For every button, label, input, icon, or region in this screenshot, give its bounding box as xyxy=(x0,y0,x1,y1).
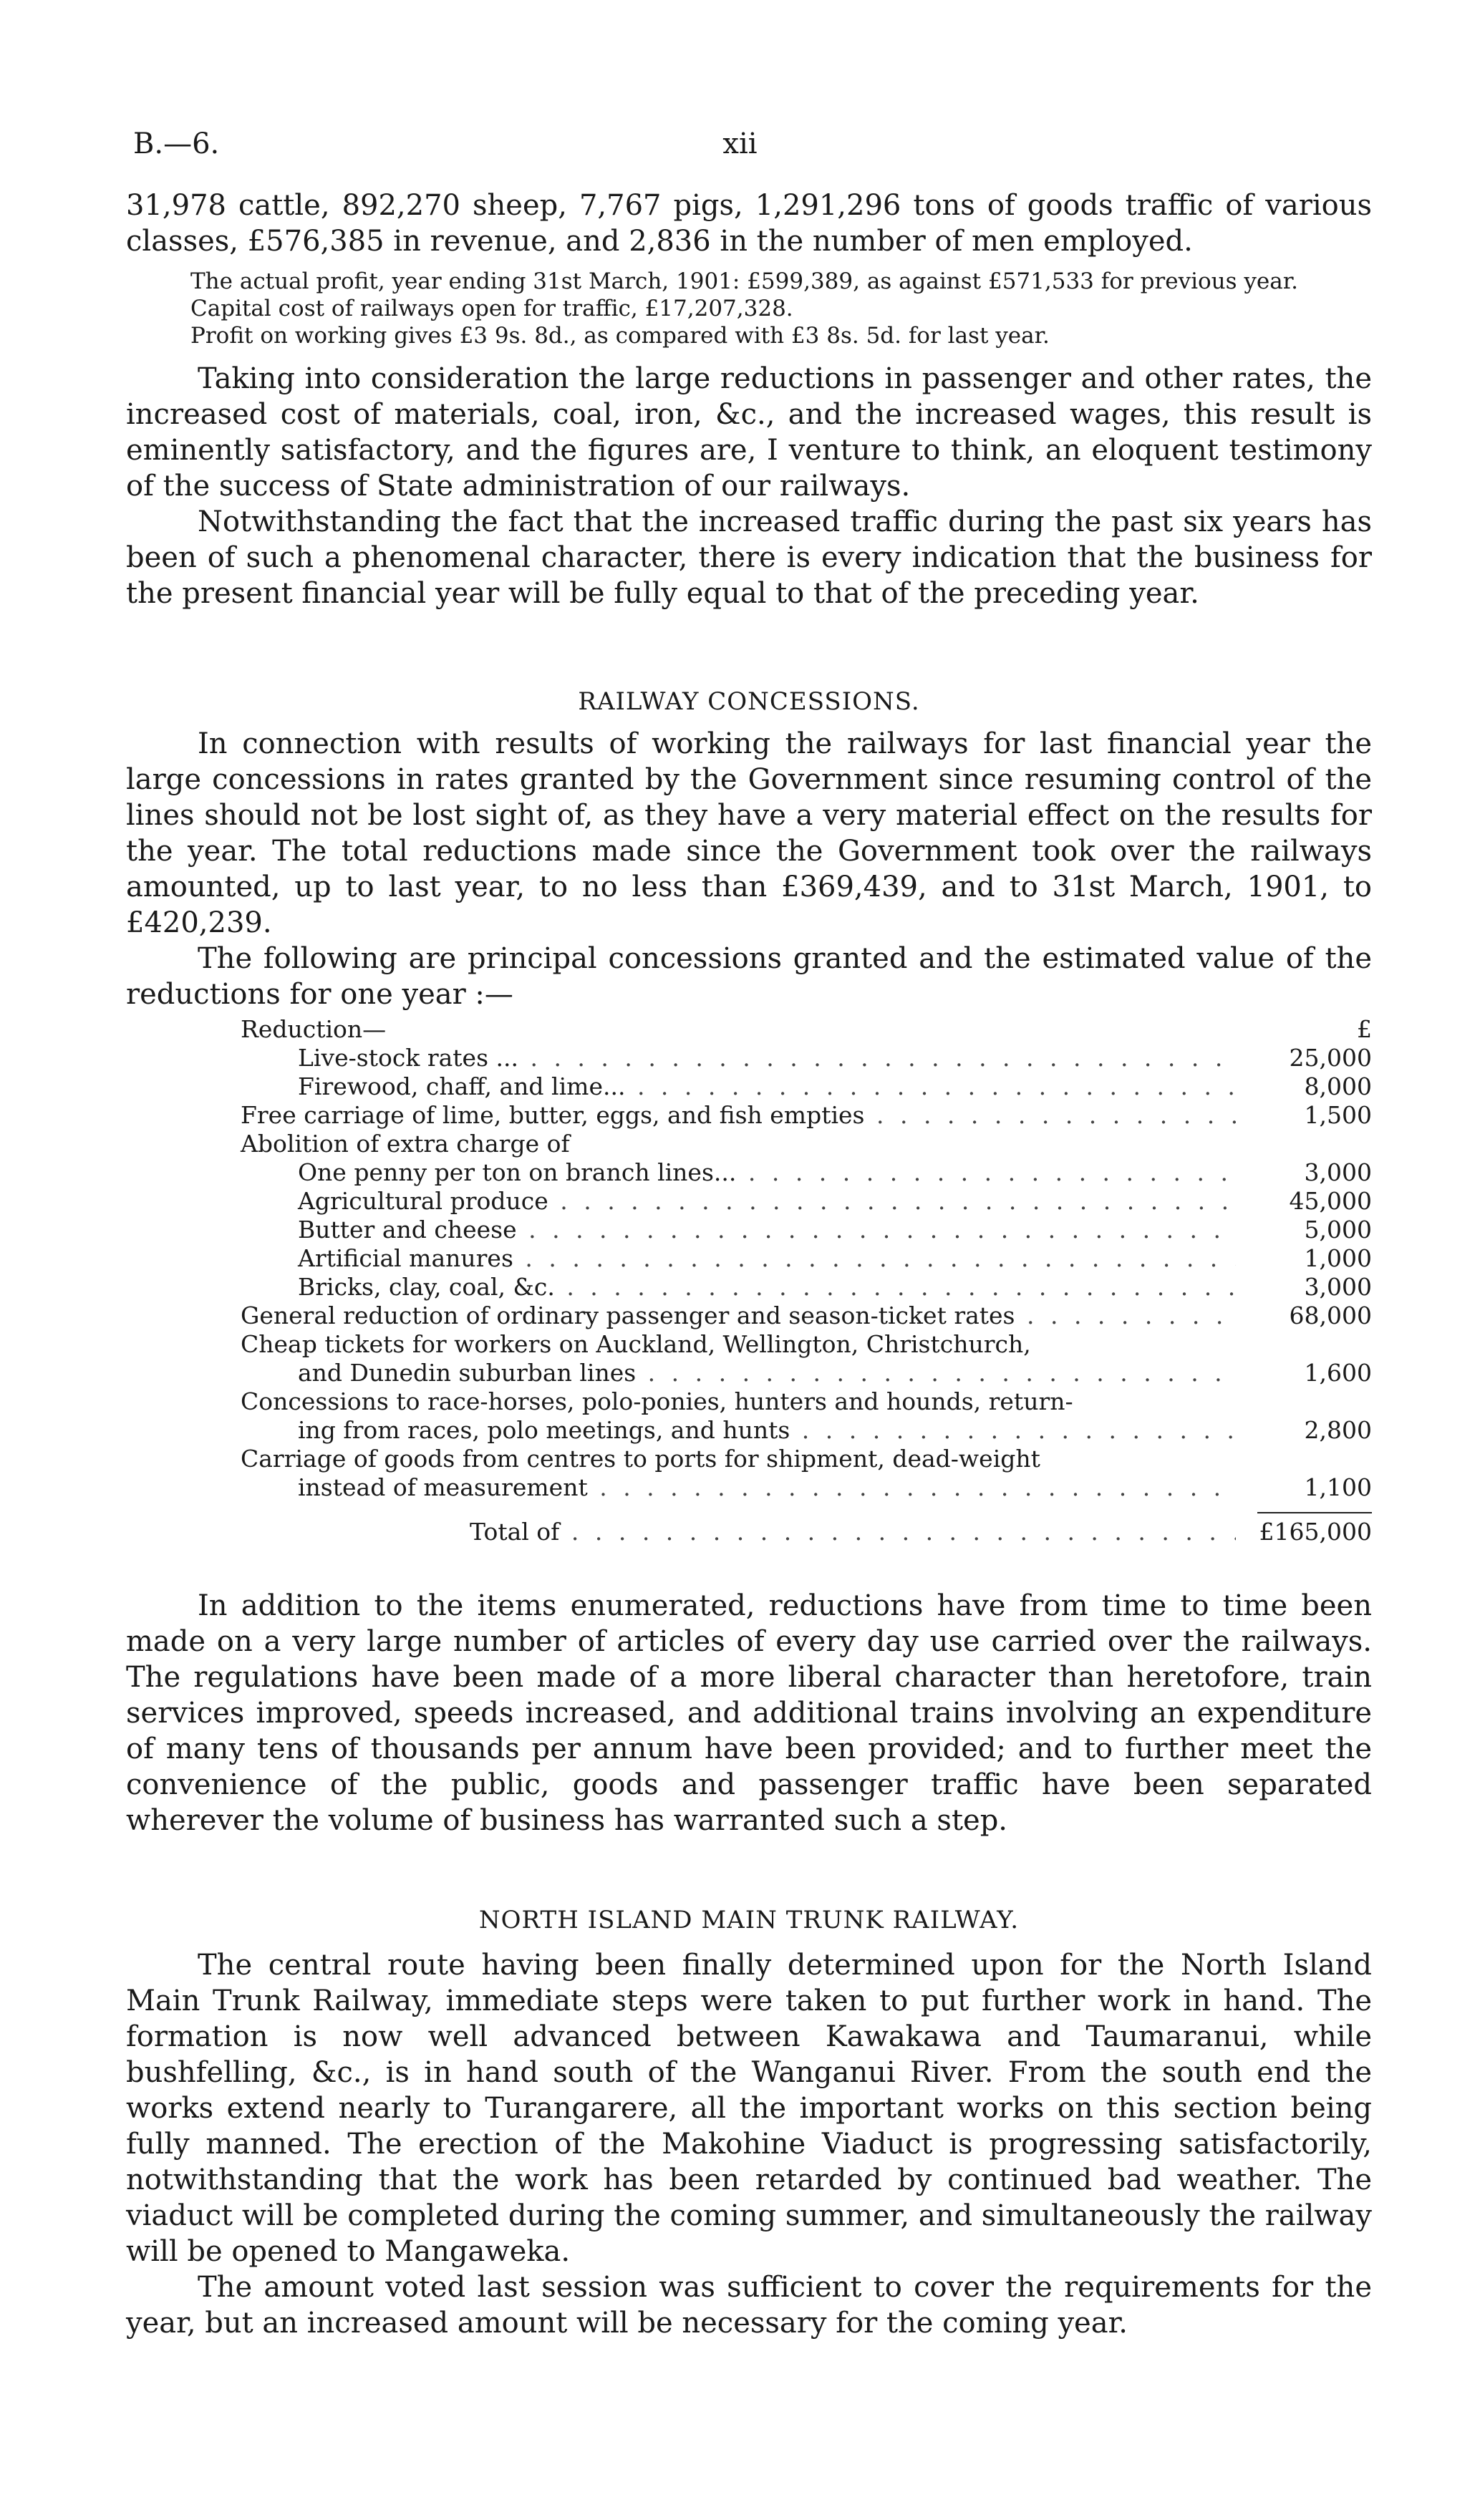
table-row xyxy=(126,1216,1372,1244)
table-row xyxy=(126,1302,1372,1330)
paragraph-traffic: Notwithstanding the fact that the increased traffic during the past six years has been of such a phenomenal character, there is every indication that the business for the present financial year will be fully equal to that of the preceding year. xyxy=(126,505,1372,610)
paragraph-concessions-list-intro: The following are principal concessions granted and the estimated value of the reductions for one year :— xyxy=(126,942,1372,1011)
table-row xyxy=(126,1187,1372,1216)
table-amount: 45,000 xyxy=(1289,1187,1372,1215)
table-item: Carriage of goods from centres to ports for shipment, dead-weight xyxy=(241,1445,1040,1473)
document-code: B.—6. xyxy=(133,127,220,160)
table-item: Cheap tickets for workers on Auckland, Wellington, Christchurch, xyxy=(241,1330,1031,1358)
table-total-row xyxy=(126,1518,1372,1546)
table-row xyxy=(126,1330,1372,1359)
currency-header: £ xyxy=(1357,1015,1372,1043)
table-label: Abolition of extra charge of xyxy=(241,1130,570,1158)
table-amount: 25,000 xyxy=(1289,1044,1372,1072)
page-header xyxy=(126,127,1354,170)
table-item: Free carriage of lime, butter, eggs, and fish empties . . . xyxy=(126,1101,1236,1130)
table-amount: 2,800 xyxy=(1304,1416,1372,1444)
table-amount: 3,000 xyxy=(1304,1273,1372,1301)
paragraph-satisfactory: Taking into consideration the large reductions in passenger and other rates, the increased cost of materials, coal, iron, &c., and the increased wages, this result is eminently satisfactory, and the figures are, I venture to think, an eloquent testimony of the success of State administration of our railways. xyxy=(126,362,1372,503)
table-item: Concessions to race-horses, polo-ponies, hunters and hounds, return- xyxy=(241,1387,1073,1415)
table-row xyxy=(126,1273,1372,1302)
section-heading-concessions: RAILWAY CONCESSIONS. xyxy=(578,687,920,716)
table-item: and Dunedin suburban lines . . . xyxy=(126,1359,1236,1387)
note-capital: Capital cost of railways open for traffic, £17,207,328. xyxy=(190,296,793,321)
table-row xyxy=(126,1473,1372,1502)
intro-section xyxy=(126,188,1372,611)
table-item: Butter and cheese . . . xyxy=(126,1216,1236,1244)
table-amount: 3,000 xyxy=(1304,1158,1372,1186)
section-heading-trunk-railway: NORTH ISLAND MAIN TRUNK RAILWAY. xyxy=(478,1906,1020,1934)
table-amount: 1,100 xyxy=(1304,1473,1372,1501)
table-row xyxy=(126,1359,1372,1387)
table-row xyxy=(126,1387,1372,1416)
table-row xyxy=(126,1244,1372,1273)
table-item: ing from races, polo meetings, and hunts . . . xyxy=(126,1416,1236,1445)
table-item: Agricultural produce . . . xyxy=(126,1187,1236,1216)
paragraph-additional-reductions: In addition to the items enumerated, reductions have from time to time been made on a very large number of articles of every day use carried over the railways. The regulations have been made of a more liberal character than heretofore, train services improved, speeds increased, and additional trains involving an expenditure of many tens of thousands per annum have been provided; and to further meet the convenience of the public, goods and passenger traffic have been separated wherever the volume of business has warranted such a step. xyxy=(126,1589,1372,1837)
table-item: General reduction of ordinary passenger and season-ticket rates . . . xyxy=(126,1302,1236,1330)
table-row xyxy=(126,1445,1372,1473)
paragraph-trunk-route: The central route having been finally determined upon for the North Island Main Trunk Railway, immediate steps were taken to put further work in hand. The formation is now well advanced between Kawakawa and Taumaranui, while bushfelling, &c., is in hand south of the Wanganui River. From the south end the works extend nearly to Turangarere, all the important works on this section being fully manned. The erection of the Makohine Viaduct is progressing satisfactorily, notwithstanding that the work has been retarded by continued bad weather. The viaduct will be completed during the coming summer, and simultaneously the railway will be opened to Mangaweka. xyxy=(126,1949,1372,2268)
table-amount: 5,000 xyxy=(1304,1216,1372,1244)
table-item: Live-stock rates ... . . . xyxy=(126,1044,1236,1072)
table-item: Bricks, clay, coal, &c. . . . xyxy=(126,1273,1236,1302)
note-profit: The actual profit, year ending 31st March, 1901: £599,389, as against £571,533 for previous year. xyxy=(190,268,1299,294)
table-amount: 1,000 xyxy=(1304,1244,1372,1272)
table-row xyxy=(126,1101,1372,1130)
total-amount: £165,000 xyxy=(1259,1518,1372,1546)
table-label: Reduction— xyxy=(241,1015,387,1043)
table-row xyxy=(126,1072,1372,1101)
table-amount: 1,600 xyxy=(1304,1359,1372,1387)
paragraph-trunk-vote: The amount voted last session was sufficient to cover the requirements for the year, but an increased amount will be necessary for the coming year. xyxy=(126,2271,1372,2340)
table-row xyxy=(126,1044,1372,1072)
table-row xyxy=(126,1158,1372,1187)
concessions-section xyxy=(126,687,1372,1012)
table-amount: 1,500 xyxy=(1304,1101,1372,1129)
table-item: One penny per ton on branch lines... . . . xyxy=(126,1158,1236,1187)
table-item: instead of measurement . . . xyxy=(126,1473,1236,1502)
trunk-railway-section xyxy=(126,1906,1372,2341)
table-row xyxy=(126,1015,1372,1044)
table-amount: 68,000 xyxy=(1289,1302,1372,1329)
additional-reductions-section xyxy=(126,1588,1372,1838)
note-working: Profit on working gives £3 9s. 8d., as compared with £3 8s. 5d. for last year. xyxy=(190,323,1050,349)
page-number: xii xyxy=(722,127,758,160)
continuation-paragraph: 31,978 cattle, 892,270 sheep, 7,767 pigs, 1,291,296 tons of goods traffic of various classes, £576,385 in revenue, and 2,836 in the number of men employed. xyxy=(126,189,1372,258)
paragraph-concessions-intro: In connection with results of working the railways for last financial year the large concessions in rates granted by the Government since resuming control of the lines should not be lost sight of, as they have a very material effect on the results for the year. The total reductions made since the Government took over the railways amounted, up to last year, to no less than £369,439, and to 31st March, 1901, to £420,239. xyxy=(126,727,1372,939)
total-label: Total of . . . xyxy=(126,1518,1236,1546)
table-item: Firewood, chaff, and lime... . . . xyxy=(126,1072,1236,1101)
table-row xyxy=(126,1416,1372,1445)
table-row xyxy=(126,1130,1372,1158)
concessions-table xyxy=(126,1015,1372,1546)
table-amount: 8,000 xyxy=(1304,1072,1372,1100)
table-item: Artificial manures . . . xyxy=(126,1244,1236,1273)
